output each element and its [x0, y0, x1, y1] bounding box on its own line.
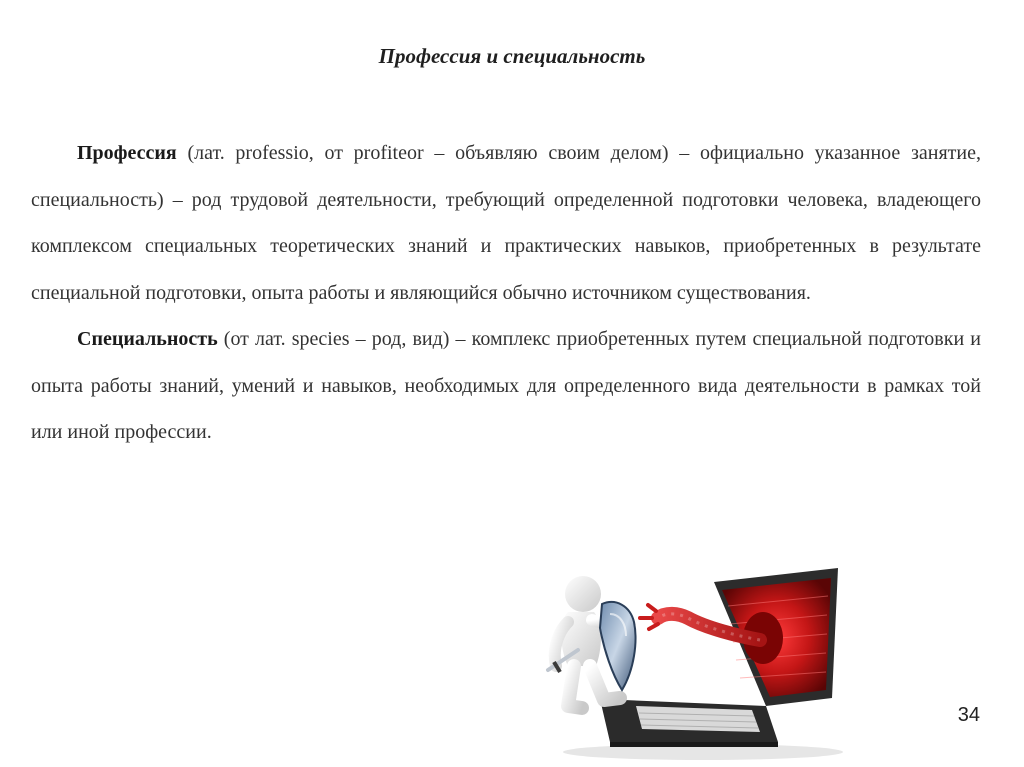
slide-title: Профессия и специальность — [378, 44, 646, 68]
term-specialty: Специальность — [77, 328, 218, 350]
definition-profession-text: (лат. professio, от profiteor – объявляю своим делом) – официально указанное занятие, специальность) – род трудовой деятельности, требующий определенной подготовки человека, владеющего комплексом специальных теоретических знаний и практических навыков, приобретенных в результате специальной подготовки, опыта работы и являющийся обычно источником существования. — [31, 142, 981, 304]
term-profession: Профессия — [77, 142, 177, 164]
definition-profession — [31, 130, 981, 316]
page-number: 34 — [957, 704, 980, 726]
definition-specialty — [31, 316, 981, 456]
definition-specialty-text: (от лат. species – род, вид) – комплекс приобретенных путем специальной подготовки и опыта работы знаний, умений и навыков, необходимых для определенного вида деятельности в рамках той или иной профессии. — [31, 328, 981, 443]
figure-with-shield-and-sword-fending-off-worm-from-laptop-icon — [538, 566, 848, 762]
definitions-content — [31, 130, 981, 456]
